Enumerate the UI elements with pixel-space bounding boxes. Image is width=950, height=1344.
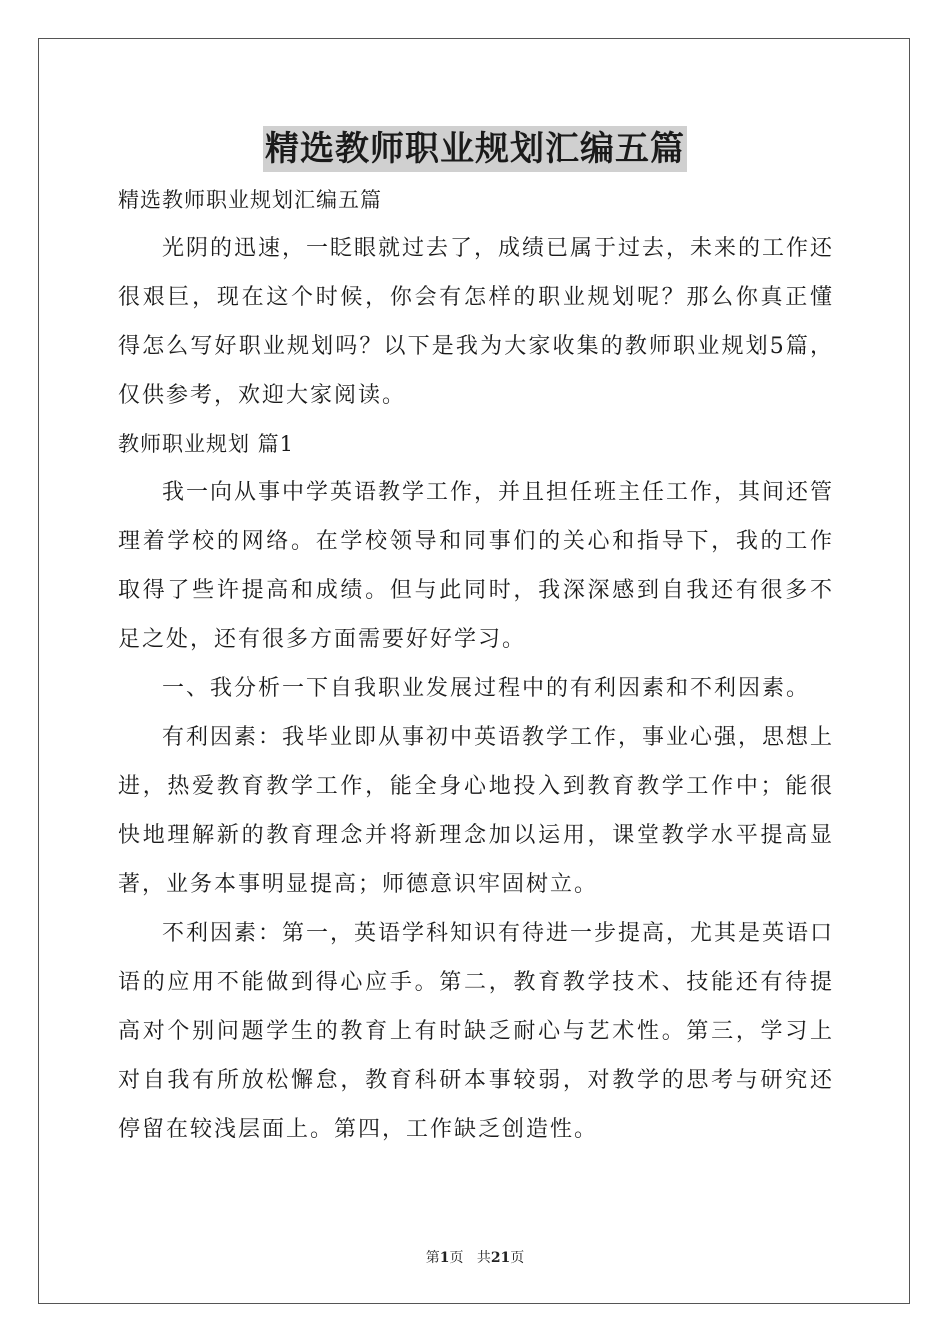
body-paragraph: 不利因素：第一，英语学科知识有待进一步提高，尤其是英语口语的应用不能做到得心应手。第二，教育教学技术、技能还有待提高对个别问题学生的教育上有时缺乏耐心与艺术性。第三，学习上对自我有所放松懈怠，教育科研本事较弱，对教学的思考与研究还停留在较浅层面上。第四，工作缺乏创造性。 <box>118 921 835 1142</box>
total-prefix: 共 <box>476 1250 491 1266</box>
body-paragraph: 我一向从事中学英语教学工作，并且担任班主任工作，其间还管理着学校的网络。在学校领导和同事们的关心和指导下，我的工作取得了些许提高和成绩。但与此同时，我深深感到自我还有很多不足之处，还有很多方面需要好好学习。 <box>118 480 835 652</box>
body-paragraph: 一、我分析一下自我职业发展过程中的有利因素和不利因素。 <box>162 676 811 701</box>
page-suffix: 页 <box>449 1250 464 1266</box>
body-paragraph: 有利因素：我毕业即从事初中英语教学工作，事业心强，思想上进，热爱教育教学工作，能全身心地投入到教育教学工作中；能很快地理解新的教育理念并将新理念加以运用，课堂教学水平提高显著，业务本事明显提高；师德意识牢固树立。 <box>118 725 835 897</box>
document-title-container <box>0 126 950 172</box>
total-pages: 21 <box>490 1250 511 1266</box>
intro-paragraph: 光阴的迅速，一眨眼就过去了，成绩已属于过去，未来的工作还很艰巨，现在这个时候，你会有怎样的职业规划呢？那么你真正懂得怎么写好职业规划吗？以下是我为大家收集的教师职业规划5篇，仅供参考，欢迎大家阅读。 <box>118 236 835 408</box>
page-prefix: 第 <box>425 1250 440 1266</box>
total-suffix: 页 <box>510 1250 525 1266</box>
page-number: 1 <box>439 1250 450 1266</box>
section-heading: 教师职业规划 篇1 <box>118 432 295 456</box>
document-subtitle: 精选教师职业规划汇编五篇 <box>118 188 382 212</box>
page-footer <box>0 1247 950 1267</box>
document-body <box>118 176 834 1154</box>
document-title: 精选教师职业规划汇编五篇 <box>263 126 687 172</box>
